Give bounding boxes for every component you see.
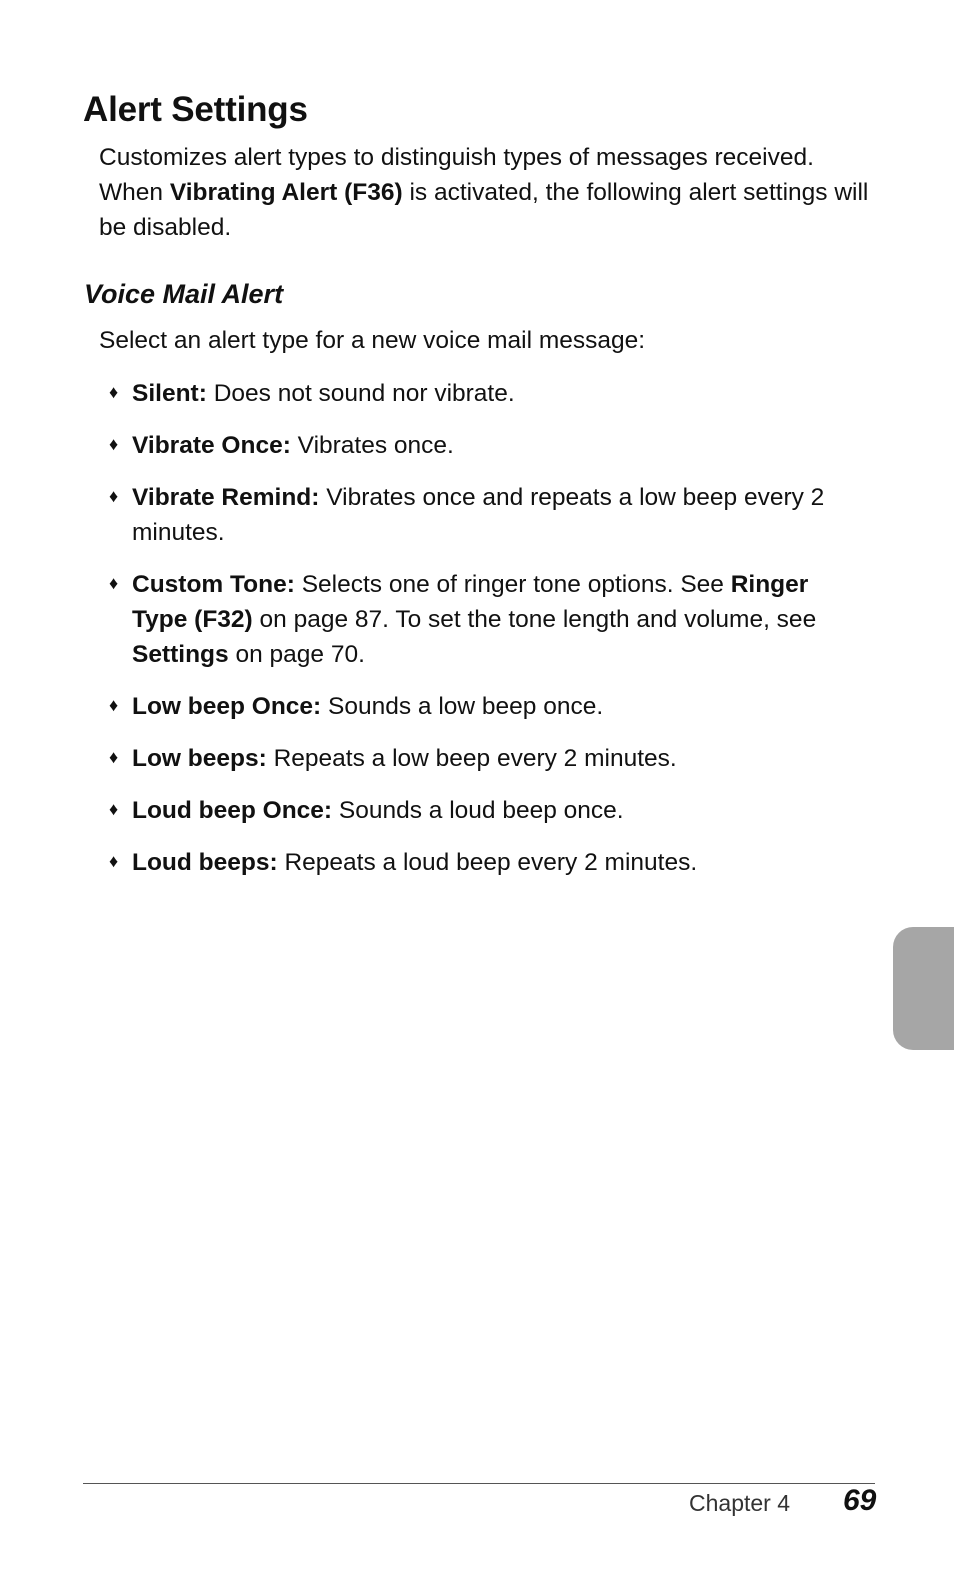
list-item-desc-tail: on page 70. [235, 641, 365, 668]
list-item-desc: Vibrates once. [297, 432, 454, 459]
list-item [109, 741, 869, 776]
list-item [109, 793, 869, 828]
diamond-bullet-icon: ♦ [109, 382, 119, 402]
list-item-text [132, 845, 869, 880]
list-item-desc-mid: on page 87. To set the tone length and volume, see [259, 606, 817, 633]
list-item-text [132, 567, 869, 672]
list-item [109, 567, 869, 672]
list-item-desc: Sounds a low beep once. [328, 693, 604, 720]
chapter-thumb-tab [893, 927, 954, 1050]
diamond-bullet-icon: ♦ [109, 573, 119, 593]
diamond-bullet-icon: ♦ [109, 486, 119, 506]
list-item [109, 480, 869, 550]
footer-divider [83, 1483, 875, 1484]
list-item-text [132, 376, 869, 411]
list-item-desc: Vibrates once and repeats a low beep every 2 minutes. [132, 484, 825, 546]
intro-paragraph [99, 140, 889, 245]
list-item-text [132, 428, 869, 463]
section-lead: Select an alert type for a new voice mail message: [99, 327, 646, 354]
list-item-term: Loud beeps: [132, 849, 278, 876]
list-item [109, 845, 869, 880]
list-item-desc: Sounds a loud beep once. [338, 797, 624, 824]
diamond-bullet-icon: ♦ [109, 434, 119, 454]
list-item-text [132, 741, 869, 776]
intro-line1: Customizes alert types to distinguish types of messages received. [99, 144, 814, 171]
list-item-desc: Does not sound nor vibrate. [213, 380, 515, 407]
intro-when: When [99, 179, 164, 206]
intro-feature-ref: Vibrating Alert (F36) [169, 179, 403, 206]
settings-ref: Settings [132, 641, 229, 668]
list-item-desc: Selects one of ringer tone options. See [301, 571, 724, 598]
list-item-text [132, 793, 869, 828]
diamond-bullet-icon: ♦ [109, 695, 119, 715]
diamond-bullet-icon: ♦ [109, 799, 119, 819]
ringer-type-ref: Ringer Type (F32) [132, 571, 809, 633]
list-item-text [132, 480, 869, 550]
intro-rest: is activated, the following alert settings will be disabled. [99, 179, 869, 241]
list-item-term: Vibrate Remind: [132, 484, 320, 511]
list-item-term: Low beep Once: [132, 693, 322, 720]
list-item [109, 689, 869, 724]
list-item-desc: Repeats a loud beep every 2 minutes. [284, 849, 698, 876]
list-item-term: Low beeps: [132, 745, 267, 772]
diamond-bullet-icon: ♦ [109, 747, 119, 767]
footer-page-number: 69 [843, 1484, 877, 1517]
list-item-text [132, 689, 869, 724]
footer-chapter-label: Chapter 4 [689, 1490, 791, 1516]
page-title: Alert Settings [83, 90, 308, 129]
list-item-term: Silent: [132, 380, 207, 407]
list-item [109, 376, 869, 411]
diamond-bullet-icon: ♦ [109, 851, 119, 871]
list-item-term: Vibrate Once: [132, 432, 291, 459]
section-title: Voice Mail Alert [84, 279, 284, 309]
list-item [109, 428, 869, 463]
list-item-desc: Repeats a low beep every 2 minutes. [273, 745, 677, 772]
list-item-term: Custom Tone: [132, 571, 295, 598]
list-item-term: Loud beep Once: [132, 797, 333, 824]
